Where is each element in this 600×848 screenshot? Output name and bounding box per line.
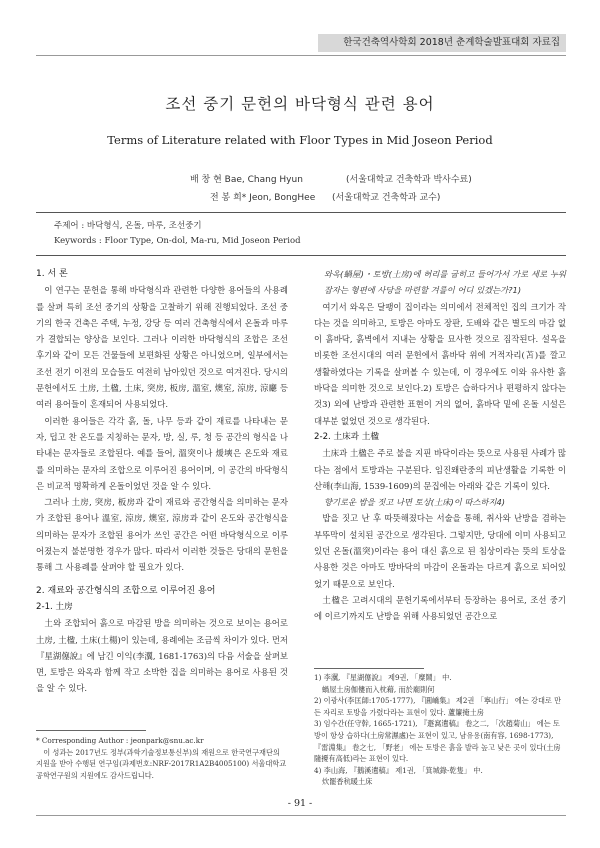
- subsection-2-1-heading: 2-1. 土房: [36, 601, 73, 612]
- subsection-2-2-heading: 2-2. 土床과 土楹: [314, 431, 379, 442]
- right-column: [314, 266, 566, 625]
- paragraph: 그러나 土房, 突房, 板房과 같이 재료와 공간형식을 의미하는 문자가 조합된 용어나 溫室, 涼房, 燠室, 涼房과 같이 온도와 공간형식을 의미하는 문자가 조합된 용어가 쓰인 공간은 어떤 바닥형식으로 이루어졌는지 불분명한 경우가 많다. 따라서 이러한 것들은 당대의 문헌을 통해 그 사용례를 살펴야 할 필요가 있다.: [36, 497, 288, 573]
- author-1-name: 배 창 현 Bae, Chang Hyun: [190, 175, 303, 185]
- footnote-rule-left: [36, 730, 146, 731]
- keywords-korean: 주제어 : 바닥형식, 온돌, 마루, 조선중기: [54, 221, 202, 231]
- footnote: 蝸屋土房伽僂而入枕藉, 而於廟則何: [322, 684, 435, 694]
- footnote: 3) 임수간(任守幹, 1665-1721), 『遯窩遺稿』 卷之二, 「次趙菊山」 에는 토방이 항상 습하다(土房常濕處)는 표현이 있고, 남유용(南有容, 1698-1773), 『雷淵集』 卷之七, 「野老」 에는 토방은 흙을 발라 높고 낮은 곳이 있다(土房隨擾有高低)라는 표현이 있다.: [314, 719, 561, 764]
- author-1-affiliation: (서울대학교 건축학과 박사수료): [346, 175, 472, 185]
- footnotes: [314, 672, 566, 788]
- paragraph: 土楹은 고려시대의 문헌기록에서부터 등장하는 용어로, 조선 중기에 이르기까지도 난방을 위해 사용되었던 공간으로: [314, 594, 566, 622]
- corresponding-note: [36, 735, 288, 781]
- page-number: - 91 -: [287, 798, 313, 809]
- footnote: 1) 李瀷, 『星湖僿說』 제9권, 「糜鬧」 中.: [314, 673, 452, 682]
- footnote: 2) 이광사(李匡師:1705-1777), 『圓嶠集』 제2권 「寧山行」 에는 강대로 만든 자리로 토방을 가렸다라는 표현이 있다. 蘆簾掩土房: [314, 696, 562, 717]
- paragraph: 밥을 짓고 난 후 따뜻해졌다는 서술을 통해, 취사와 난방을 겸하는 부뚜막이 설치된 공간으로 생각된다. 그렇지만, 당대에 이미 사용되고 있던 온돌(溫突)이라는 용어 대신 흙으로 된 침상이라는 뜻의 토상을 사용한 것은 아마도 방바닥의 마감이 온돌과는 다르게 흙으로 되어있었기 때문으로 보인다.: [314, 513, 566, 589]
- left-column: [36, 266, 288, 697]
- keywords-top-rule: [36, 212, 566, 213]
- keywords-box: [36, 212, 566, 256]
- acknowledgement: 이 성과는 2017년도 정부(과학기술정보통신부)의 재원으로 한국연구재단의 지원을 받아 수행된 연구임(과제번호:NRF-2017R1A2B4005100) 서울대학교 공학연구원의 지원에도 감사드립니다.: [36, 747, 287, 780]
- author-2-affiliation: (서울대학교 건축학과 교수): [332, 193, 441, 203]
- paragraph: 이러한 용어들은 각각 흙, 돌, 나무 등과 같이 재료를 나타내는 문자, 덥고 찬 온도를 지칭하는 문자, 방, 실, 루, 청 등 공간의 형식을 나타내는 문자들로 조합된다. 예를 들어, 溫突이나 煖塽은 온도와 재료를 의미하는 문자의 조합으로 이루어진 용어이며, 이 공간의 바닥형식은 비교적 명확하게 온돌이었던 것을 알 수 있다.: [36, 415, 288, 491]
- corresponding-author: * Corresponding Author : jeonpark@snu.ac.kr: [36, 736, 204, 745]
- paragraph: 土와 조합되어 흙으로 마감된 방을 의미하는 것으로 보이는 용어로 土房, 土楹, 土床(土楊)이 있는데, 용례에는 조금씩 차이가 있다. 먼저 『星湖僿說』에 남긴 이익(李瀷, 1681-1763)의 다음 서술을 살펴보면, 토방은 와옥과 함께 작고 소박한 집을 의미하는 용어로 사용된 것을 알 수 있다.: [36, 618, 288, 694]
- footer-rule: [36, 815, 566, 816]
- paragraph: 여기서 와옥은 달팽이 집이라는 의미에서 전체적인 집의 크기가 작다는 것을 의미하고, 토방은 아마도 장판, 도배와 같은 별도의 마감 없이 흙바닥, 흙벽에서 지내는 상황을 묘사한 것으로 짐작된다. 설옥을 비롯한 조선시대의 여러 문헌에서 흙바닥 위에 거적자리(苫)를 깔고 생활하였다는 기록을 살펴볼 수 있는데, 이 경우에도 이와 유사한 흙바닥을 의미한 것으로 보인다.2) 토방은 습하다거나 편평하지 않다는 것3) 외에 난방과 관련한 표현이 거의 없어, 흙바닥 밑에 온돌 시설은 대부분 없었던 것으로 생각된다.: [314, 301, 566, 426]
- section-2-heading: 2. 재료와 공간형식의 조합으로 이루어진 용어: [36, 585, 216, 596]
- header-rule: [36, 55, 566, 56]
- keywords-bottom-rule: [36, 255, 566, 256]
- footnote: 4) 李山海, 『鵝溪遺稿』 제1권, 「箕城錄-乾隻」 中.: [314, 765, 483, 775]
- keywords-english: Keywords : Floor Type, On-dol, Ma-ru, Mid Joseon Period: [54, 236, 301, 246]
- paragraph: 土床과 土楹은 주로 불을 지핀 바닥이라는 뜻으로 사용된 사례가 많다는 점에서 토방과는 구분된다. 임진왜란중의 피난생활을 기록한 이산해(李山海, 1539-1609)의 문집에는 아래와 같은 기록이 있다.: [314, 448, 566, 491]
- journal-header: 한국건축역사학회 2018년 춘계학술발표대회 자료집: [318, 34, 566, 52]
- block-quote-2: 향기로운 밥을 짓고 나면 토상(土床)이 따스하지4): [324, 497, 506, 508]
- footnote-rule-right: [314, 668, 424, 669]
- paragraph: 이 연구는 문헌을 통해 바닥형식과 관련한 다양한 용어들의 사용례를 살펴 특히 조선 중기의 상황을 고찰하기 위해 진행되었다. 조선 중기의 한국 건축은 주택, 누정, 강당 등 여러 건축형식에서 온돌과 마루가 결합되는 양상을 보인다. 그러나 이러한 바닥형식의 조합은 조선 후기와 같이 모든 건물들에 보편화된 상황은 아니었으며, 일부에서는 조선 전기 이전의 모습들도 여전히 남아있던 것으로 여겨진다. 당시의 문헌에서도 土房, 土楹, 土床, 突房, 板房, 溫室, 燠室, 涼房, 涼廳 등 여러 용어들이 혼재되어 사용되었다.: [36, 285, 288, 410]
- title-korean: 조선 중기 문헌의 바닥형식 관련 용어: [165, 95, 435, 113]
- section-1-heading: 1. 서 론: [36, 269, 68, 279]
- block-quote-1: 와옥(蝸屋)・토방(土房)에 허리를 굽히고 들어가서 가로 세로 누워 잡자는 형편에 사당을 마련할 겨를이 어디 있겠는가?1): [324, 269, 566, 296]
- author-2-name: 전 봉 희* Jeon, BongHee: [210, 193, 316, 203]
- title-english: Terms of Literature related with Floor Types in Mid Joseon Period: [107, 133, 493, 147]
- footnote: 炊罷香秔暖土床: [322, 777, 373, 787]
